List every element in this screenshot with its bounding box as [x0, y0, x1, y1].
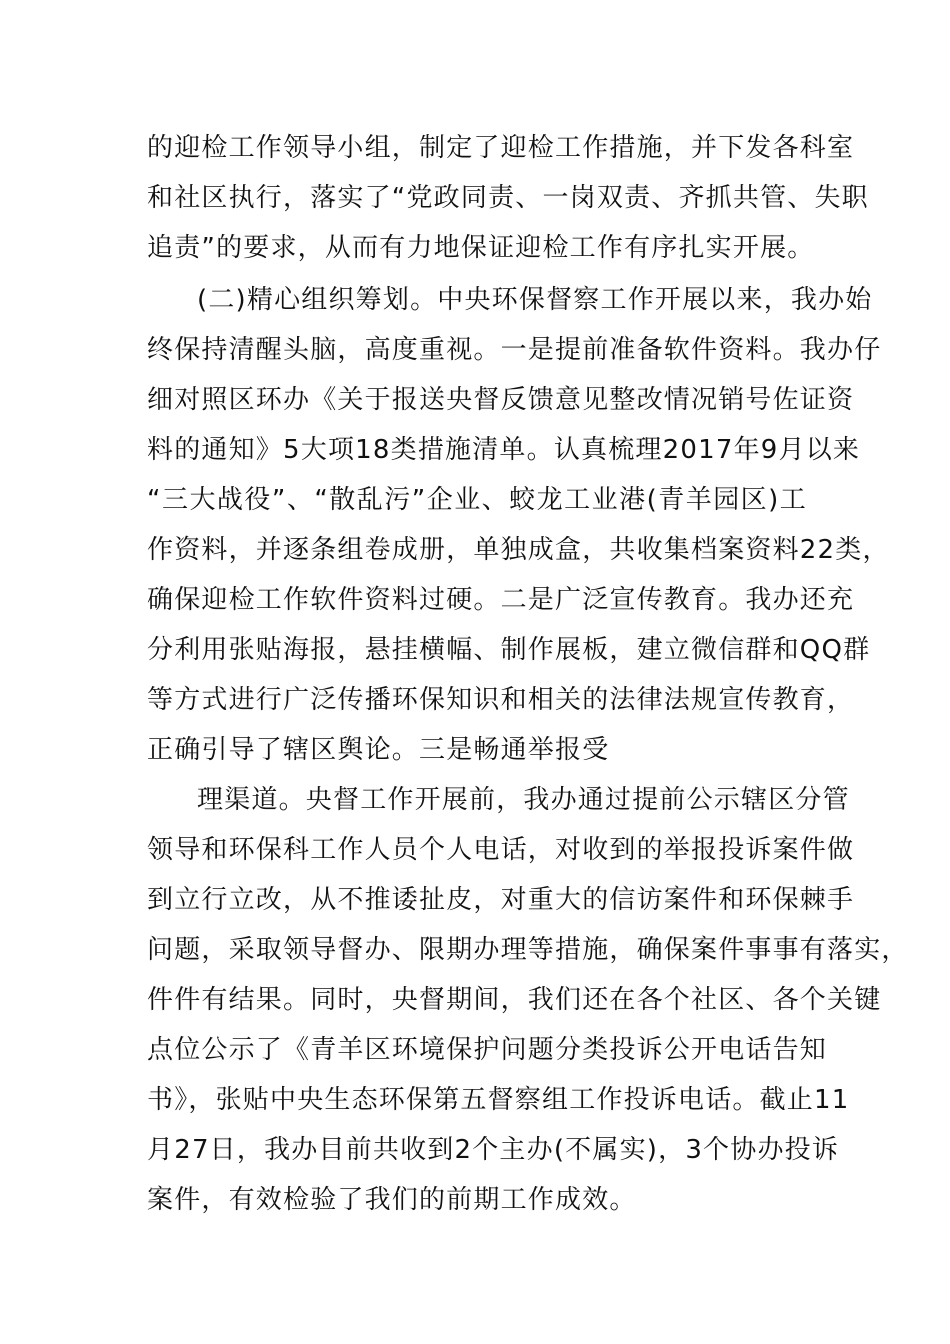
paragraph-start-line: (二)精心组织筹划。中央环保督察工作开展以来，我办始	[197, 285, 873, 315]
text-line: 细对照区环办《关于报送央督反馈意见整改情况销号佐证资	[147, 385, 855, 415]
text-line: 问题，采取领导督办、限期办理等措施，确保案件事事有落实，	[147, 935, 909, 965]
text-line: 案件，有效检验了我们的前期工作成效。	[147, 1185, 637, 1215]
text-line: 的迎检工作领导小组，制定了迎检工作措施，并下发各科室	[147, 133, 855, 163]
paragraph-start-line: 理渠道。央督工作开展前，我办通过提前公示辖区分管	[197, 785, 850, 815]
text-line: 料的通知》5大项18类措施清单。认真梳理2017年9月以来	[147, 435, 861, 465]
text-line: 点位公示了《青羊区环境保护问题分类投诉公开电话告知	[147, 1035, 828, 1065]
text-line: 件件有结果。同时，央督期间，我们还在各个社区、各个关键	[147, 985, 882, 1015]
text-line: 正确引导了辖区舆论。三是畅通举报受	[147, 735, 610, 765]
text-line: 作资料，并逐条组卷成册，单独成盒，共收集档案资料22类，	[147, 535, 890, 565]
text-line: 和社区执行，落实了“党政同责、一岗双责、齐抓共管、失职	[147, 183, 869, 213]
text-line: 追责”的要求，从而有力地保证迎检工作有序扎实开展。	[147, 233, 815, 263]
text-line: 终保持清醒头脑，高度重视。一是提前准备软件资料。我办仔	[147, 335, 882, 365]
text-line: 书》，张贴中央生态环保第五督察组工作投诉电话。截止11	[147, 1085, 850, 1115]
text-line: 到立行立改，从不推诿扯皮，对重大的信访案件和环保棘手	[147, 885, 855, 915]
text-line: 分利用张贴海报，悬挂横幅、制作展板，建立微信群和QQ群	[147, 635, 871, 665]
text-line: 月27日，我办目前共收到2个主办(不属实)，3个协办投诉	[147, 1135, 840, 1165]
text-line: “三大战役”、“散乱污”企业、蛟龙工业港(青羊园区)工	[147, 485, 807, 515]
text-line: 确保迎检工作软件资料过硬。二是广泛宣传教育。我办还充	[147, 585, 855, 615]
text-line: 领导和环保科工作人员个人电话，对收到的举报投诉案件做	[147, 835, 855, 865]
text-line: 等方式进行广泛传播环保知识和相关的法律法规宣传教育，	[147, 685, 855, 715]
